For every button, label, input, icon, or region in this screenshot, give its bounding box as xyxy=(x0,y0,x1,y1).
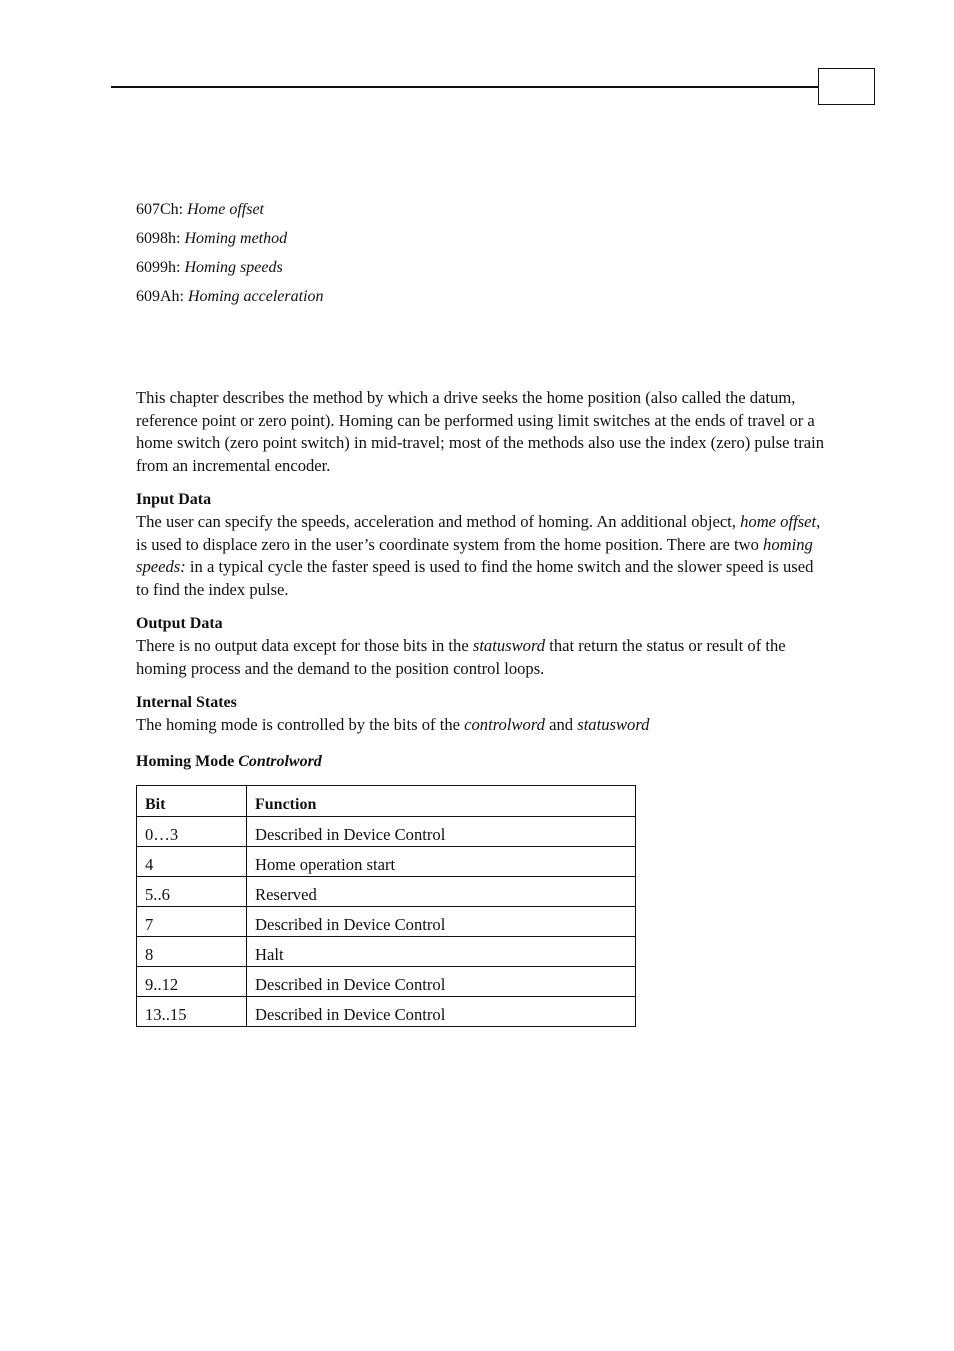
input-data-italic: homing speeds: xyxy=(136,534,813,576)
header-rule xyxy=(111,86,819,88)
cell-bit: 5..6 xyxy=(137,877,247,907)
table-row xyxy=(137,997,636,1027)
object-code: 609Ah: xyxy=(136,288,184,305)
object-name: Home offset xyxy=(187,201,264,218)
object-code: 607Ch: xyxy=(136,201,184,218)
input-data-heading: Input Data xyxy=(136,491,212,508)
output-data-italic: statusword xyxy=(472,636,546,655)
controlword-table xyxy=(136,785,636,1027)
page-number-box xyxy=(818,68,875,105)
input-data-text: in a typical cycle the faster speed is used to find the home switch and the slower speed is used to find the index pulse. xyxy=(136,557,814,599)
object-item xyxy=(136,199,324,228)
cell-function: Described in Device Control xyxy=(247,907,636,937)
object-item xyxy=(136,257,324,286)
cell-bit: 9..12 xyxy=(137,967,247,997)
cell-function: Home operation start xyxy=(247,847,636,877)
output-data-heading: Output Data xyxy=(136,615,223,632)
cell-bit: 7 xyxy=(137,907,247,937)
output-data-text: that return the status or result of the homing process and the demand to the position control loops. xyxy=(136,636,786,678)
output-data-section xyxy=(136,613,826,680)
table-row xyxy=(137,907,636,937)
internal-states-italic: statusword xyxy=(577,715,650,734)
cell-function: Described in Device Control xyxy=(247,967,636,997)
input-data-text: , is used to displace zero in the user’s coordinate system from the home position. There are two xyxy=(136,512,821,554)
table-row xyxy=(137,937,636,967)
object-name: Homing acceleration xyxy=(188,288,324,305)
cell-function: Halt xyxy=(247,937,636,967)
cell-function: Reserved xyxy=(247,877,636,907)
cell-function: Described in Device Control xyxy=(247,817,636,847)
internal-states-text: and xyxy=(544,715,578,734)
output-data-text: There is no output data except for those bits in the xyxy=(136,636,473,655)
table-row xyxy=(137,967,636,997)
column-header-bit: Bit xyxy=(137,786,247,817)
internal-states-text: The homing mode is controlled by the bits of the xyxy=(136,715,465,734)
cell-bit: 0…3 xyxy=(137,817,247,847)
cell-bit: 13..15 xyxy=(137,997,247,1027)
table-row xyxy=(137,877,636,907)
table-row xyxy=(137,817,636,847)
table-caption xyxy=(136,751,826,774)
column-header-function: Function xyxy=(247,786,636,817)
intro-paragraph: This chapter describes the method by which a drive seeks the home position (also called the datum, reference point or zero point). Homing can be performed using limit switches at the ends of travel or a home switch (zero point switch) in mid-travel; most of the methods also use the index (zero) pulse train from an incremental encoder. xyxy=(136,388,825,475)
input-data-section xyxy=(136,489,826,601)
table-caption-italic: Controlword xyxy=(238,752,322,770)
object-name: Homing speeds xyxy=(184,259,283,276)
object-name: Homing method xyxy=(184,230,288,247)
internal-states-italic: controlword xyxy=(464,715,545,734)
object-list xyxy=(136,199,324,315)
input-data-text: The user can specify the speeds, acceleration and method of homing. An additional object, xyxy=(136,512,741,531)
object-code: 6098h: xyxy=(136,230,181,247)
input-data-italic: home offset xyxy=(740,512,817,531)
cell-function: Described in Device Control xyxy=(247,997,636,1027)
object-code: 6099h: xyxy=(136,259,181,276)
table-header-row xyxy=(137,786,636,817)
internal-states-heading: Internal States xyxy=(136,694,237,711)
object-item xyxy=(136,286,324,315)
internal-states-section xyxy=(136,692,826,737)
cell-bit: 4 xyxy=(137,847,247,877)
table-row xyxy=(137,847,636,877)
cell-bit: 8 xyxy=(137,937,247,967)
table-caption-text: Homing Mode xyxy=(136,752,239,770)
body-text xyxy=(136,387,826,781)
object-item xyxy=(136,228,324,257)
